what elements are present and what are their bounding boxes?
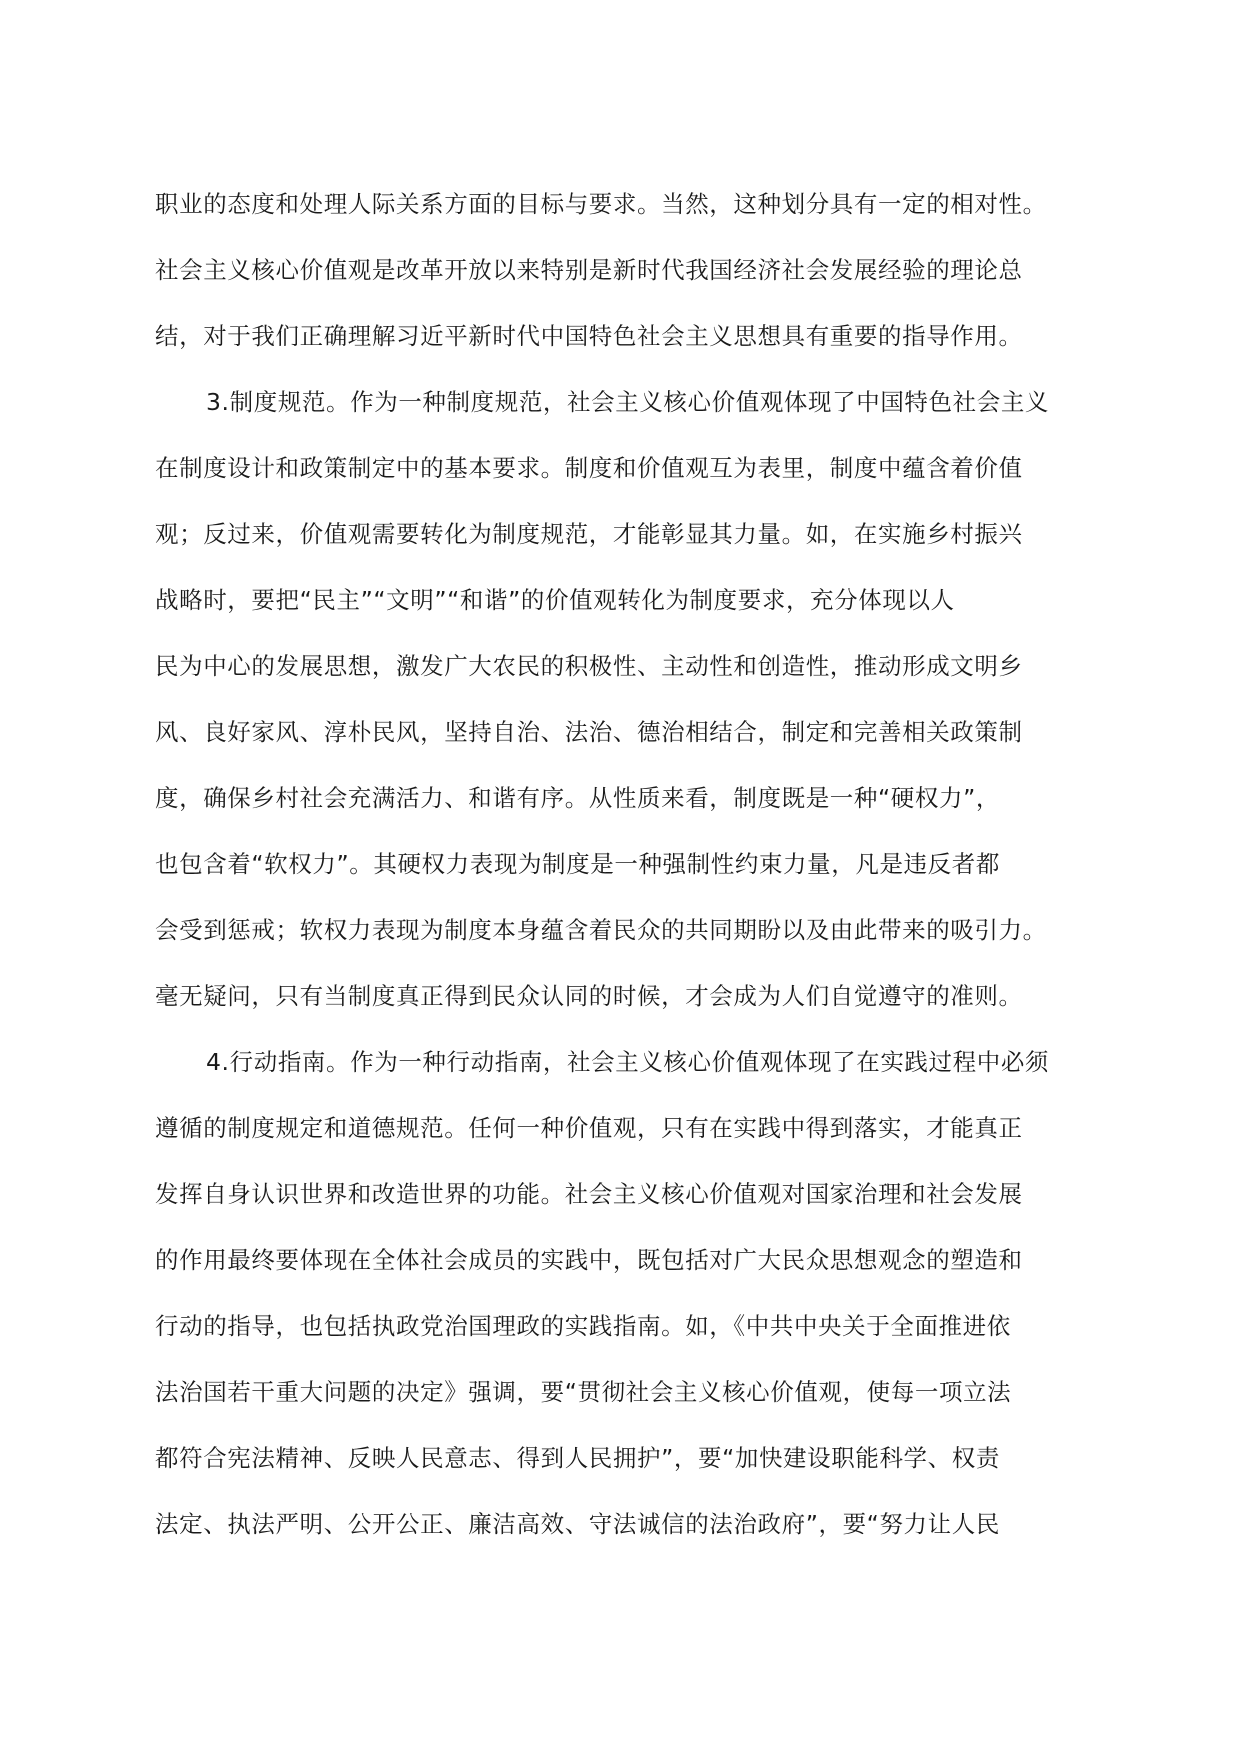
text-line: 观；反过来，价值观需要转化为制度规范，才能彰显其力量。如，在实施乡村振兴 bbox=[155, 520, 1023, 548]
text-line: 毫无疑问，只有当制度真正得到民众认同的时候，才会成为人们自觉遵守的准则。 bbox=[155, 982, 1023, 1010]
text-line: 发挥自身认识世界和改造世界的功能。社会主义核心价值观对国家治理和社会发展 bbox=[155, 1180, 1023, 1208]
text-line: 民为中心的发展思想，激发广大农民的积极性、主动性和创造性，推动形成文明乡 bbox=[155, 652, 1023, 680]
text-line: 法治国若干重大问题的决定》强调，要“贯彻社会主义核心价值观，使每一项立法 bbox=[155, 1378, 1012, 1406]
text-line: 遵循的制度规定和道德规范。任何一种价值观，只有在实践中得到落实，才能真正 bbox=[155, 1114, 1023, 1142]
text-line: 在制度设计和政策制定中的基本要求。制度和价值观互为表里，制度中蕴含着价值 bbox=[155, 454, 1023, 482]
text-line: 的作用最终要体现在全体社会成员的实践中，既包括对广大民众思想观念的塑造和 bbox=[155, 1246, 1023, 1274]
text-line: 都符合宪法精神、反映人民意志、得到人民拥护”，要“加快建设职能科学、权责 bbox=[155, 1444, 1000, 1472]
text-line: 会受到惩戒；软权力表现为制度本身蕴含着民众的共同期盼以及由此带来的吸引力。 bbox=[155, 916, 1047, 944]
text-line: 法定、执法严明、公开公正、廉洁高效、守法诚信的法治政府”，要“努力让人民 bbox=[155, 1510, 1000, 1538]
text-line: 战略时，要把“民主”“文明”“和谐”的价值观转化为制度要求，充分体现以人 bbox=[155, 586, 955, 614]
paragraph-start-line: 3.制度规范。作为一种制度规范，社会主义核心价值观体现了中国特色社会主义 bbox=[206, 388, 1050, 416]
text-line: 行动的指导，也包括执政党治国理政的实践指南。如，《中共中央关于全面推进依 bbox=[155, 1312, 1011, 1340]
body-text bbox=[155, 187, 1095, 1573]
text-line: 也包含着“软权力”。其硬权力表现为制度是一种强制性约束力量，凡是违反者都 bbox=[155, 850, 1000, 878]
paragraph-start-line: 4.行动指南。作为一种行动指南，社会主义核心价值观体现了在实践过程中必须 bbox=[206, 1048, 1050, 1076]
text-line: 社会主义核心价值观是改革开放以来特别是新时代我国经济社会发展经验的理论总 bbox=[155, 256, 1023, 284]
text-line: 职业的态度和处理人际关系方面的目标与要求。当然，这种划分具有一定的相对性。 bbox=[155, 190, 1047, 218]
text-line: 风、良好家风、淳朴民风，坚持自治、法治、德治相结合，制定和完善相关政策制 bbox=[155, 718, 1023, 746]
text-line: 度，确保乡村社会充满活力、和谐有序。从性质来看，制度既是一种“硬权力”， bbox=[155, 784, 1000, 812]
text-line: 结，对于我们正确理解习近平新时代中国特色社会主义思想具有重要的指导作用。 bbox=[155, 322, 1023, 350]
